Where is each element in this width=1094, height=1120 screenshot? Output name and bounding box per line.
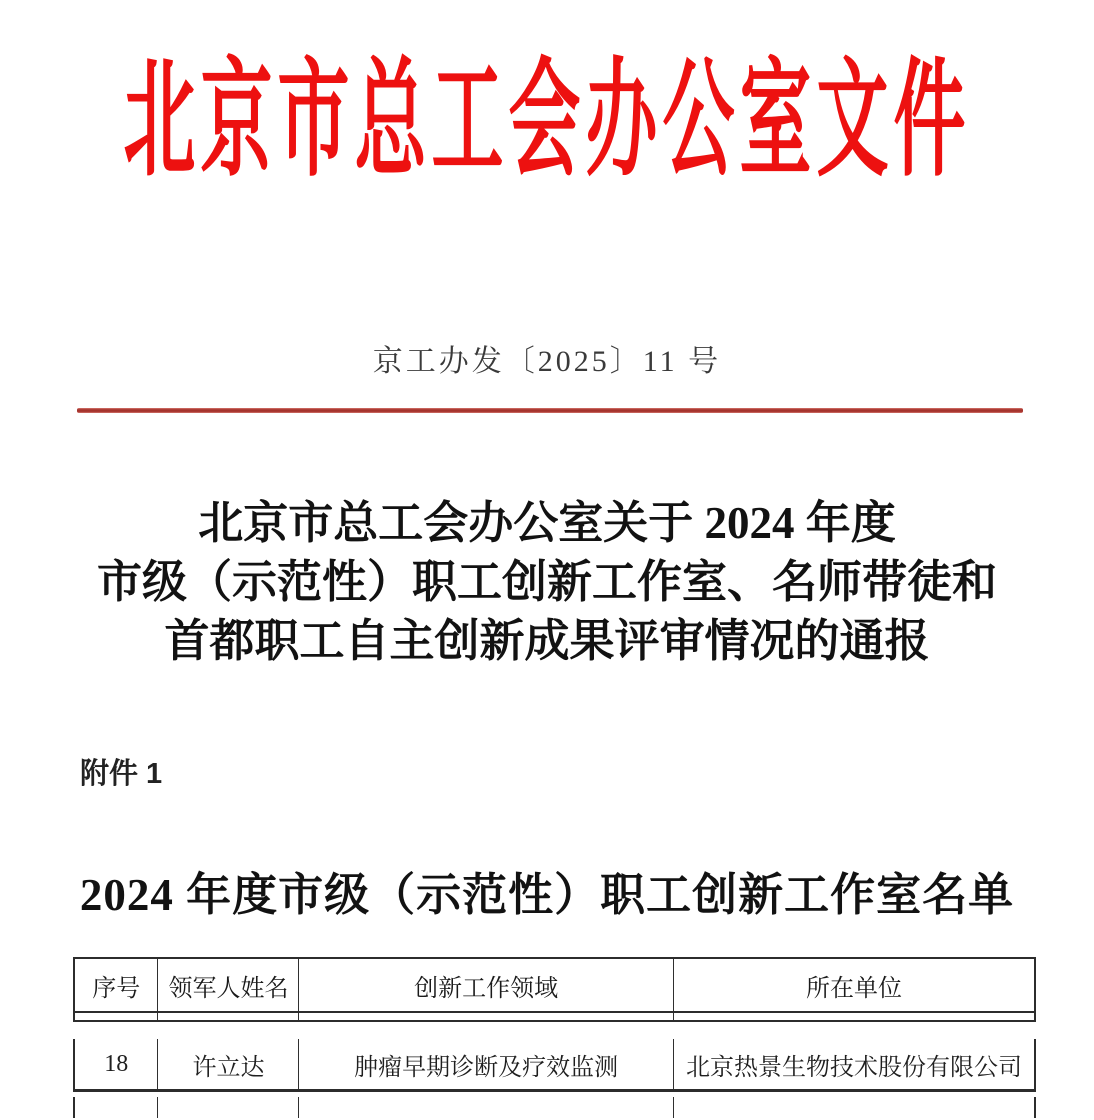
table-title: 2024 年度市级（示范性）职工创新工作室名单: [79, 870, 1015, 920]
header-cell-innovation-field: 创新工作领域: [298, 959, 672, 1011]
attachment-label: 附件 1: [80, 758, 163, 790]
document-number: 京工办发〔2025〕11 号: [372, 345, 722, 378]
row-cell-organization: 北京热景生物技术股份有限公司: [673, 1039, 1034, 1089]
header-cell-organization: 所在单位: [673, 959, 1034, 1011]
table-header-row: [73, 957, 1036, 1013]
row-cell-innovation-field: 肿瘤早期诊断及疗效监测: [298, 1039, 672, 1089]
masthead-title: 北京市总工会办公室文件: [123, 49, 971, 193]
workshops-table: [73, 957, 1036, 1118]
document-title: [0, 494, 1094, 671]
table-row: [73, 1039, 1036, 1092]
row-cell-leader-name: 许立达: [157, 1039, 298, 1089]
row-cell-no: 18: [104, 1050, 129, 1077]
document-title-line-2: 市级（示范性）职工创新工作室、名师带徒和: [96, 557, 997, 607]
table-next-row-partial: [73, 1097, 1036, 1118]
header-cell-no: 序号: [92, 974, 141, 1002]
document-title-line-1: 北京市总工会办公室关于 2024 年度: [198, 498, 896, 548]
masthead: [0, 49, 1094, 193]
red-divider-line: [77, 408, 1023, 413]
document-title-line-3: 首都职工自主创新成果评审情况的通报: [164, 616, 930, 666]
header-cell-leader-name: 领军人姓名: [157, 959, 298, 1011]
table-seam-sliver: [73, 1013, 1036, 1022]
table-seam-gap: [73, 1022, 1036, 1039]
